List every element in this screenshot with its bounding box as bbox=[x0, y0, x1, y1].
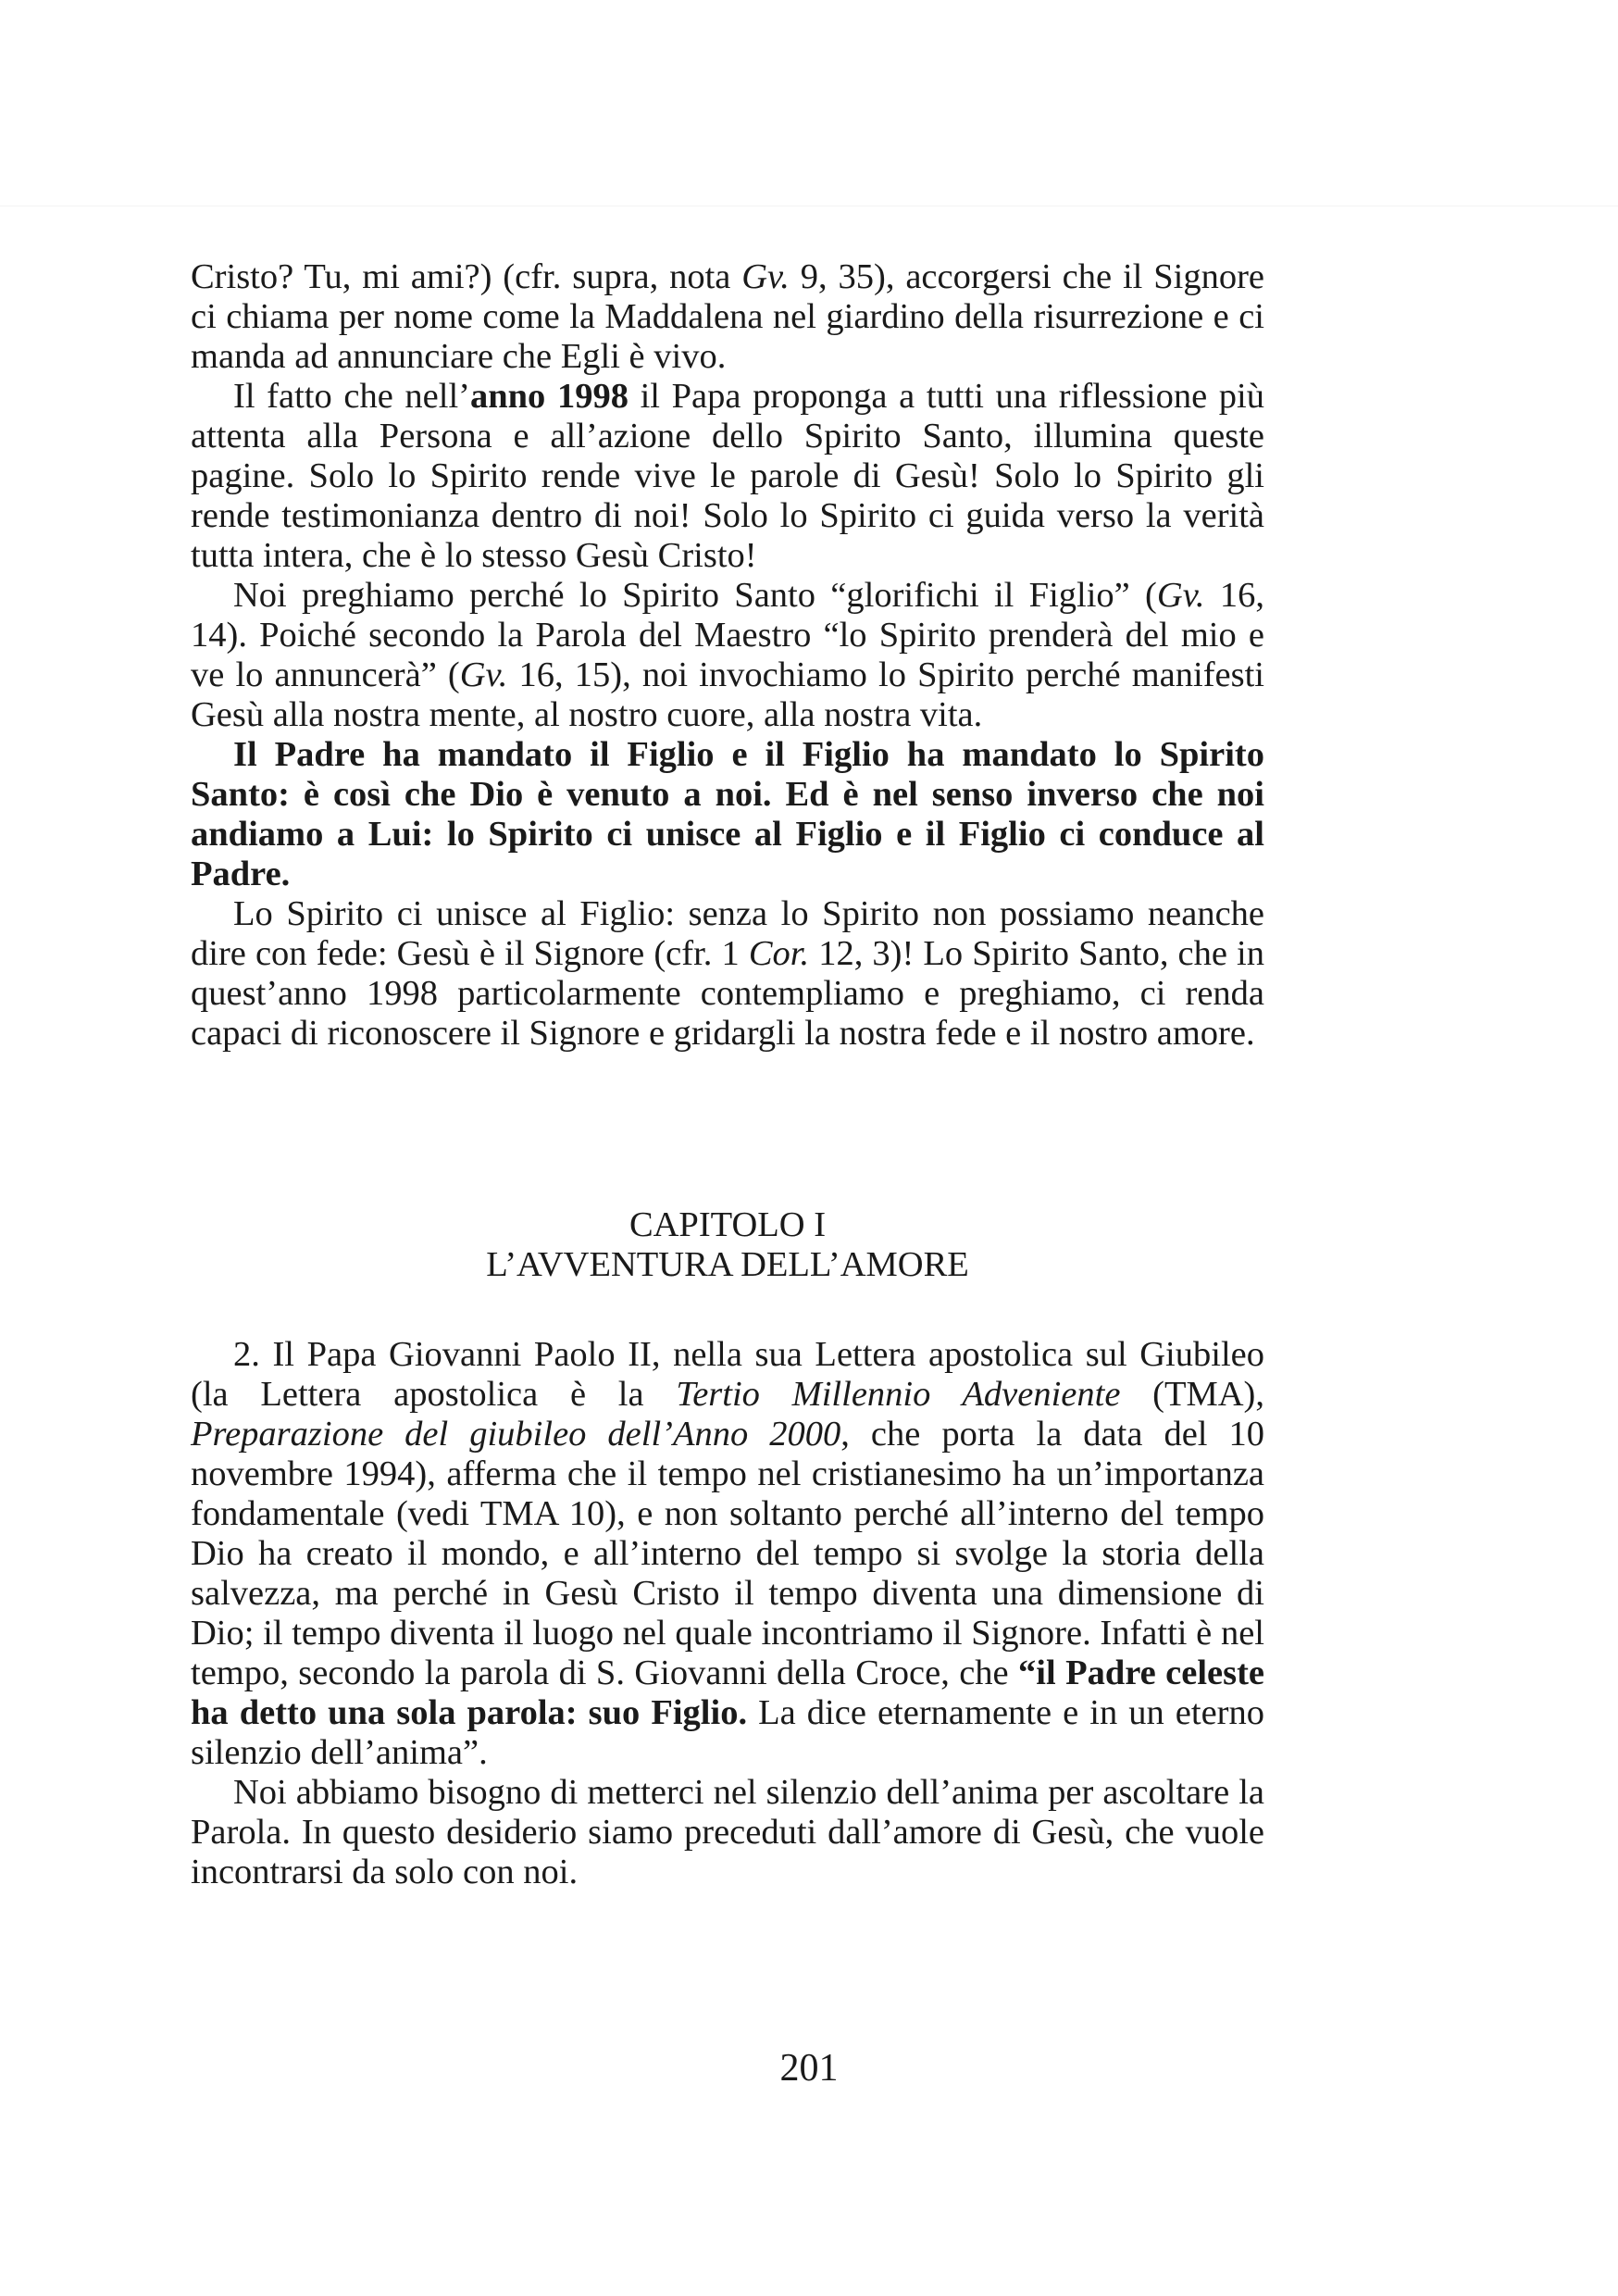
body-text-lower bbox=[191, 1335, 1264, 1892]
paragraph-6: 2. Il Papa Giovanni Paolo II, nella sua Lettera apostolica sul Giubileo (la Lettera apostolica è la Tertio Millennio Adveniente (TMA), Preparazione del giubileo dell’Anno 2000, che porta la data del 10 novembre 1994), afferma che il tempo nel cristianesimo ha un’importanza fondamentale (vedi TMA 10), e non soltanto perché all’interno del tempo Dio ha creato il mondo, e all’interno del tempo si svolge la storia della salvezza, ma perché in Gesù Cristo il tempo diventa una dimensione di Dio; il tempo diventa il luogo nel quale incontriamo il Signore. Infatti è nel tempo, secondo la parola di S. Giovanni della Croce, che “il Padre celeste ha detto una sola parola: suo Figlio. La dice eternamente e in un eterno silenzio dell’anima”. bbox=[191, 1335, 1264, 1772]
paragraph-7: Noi abbiamo bisogno di metterci nel silenzio dell’anima per ascoltare la Parola. In questo desiderio siamo preceduti dall’amore di Gesù, che vuole incontrarsi da solo con noi. bbox=[191, 1773, 1264, 1891]
body-text-upper bbox=[191, 257, 1264, 1054]
paragraph-1: Cristo? Tu, mi ami?) (cfr. supra, nota Gv. 9, 35), accorgersi che il Signore ci chiama per nome come la Maddalena nel giardino della risurrezione e ci manda ad annunciare che Egli è vivo. bbox=[191, 257, 1264, 376]
chapter-heading bbox=[191, 1205, 1264, 1285]
paragraph-3: Noi preghiamo perché lo Spirito Santo “glorifichi il Figlio” (Gv. 16, 14). Poiché secondo la Parola del Maestro “lo Spirito prenderà del mio e ve lo annuncerà” (Gv. 16, 15), noi invochiamo lo Spirito perché manifesti Gesù alla nostra mente, al nostro cuore, alla nostra vita. bbox=[191, 576, 1265, 734]
paragraph-4-bold: Il Padre ha mandato il Figlio e il Figlio ha mandato lo Spirito Santo: è così che Dio è venuto a noi. Ed è nel senso inverso che noi andiamo a Lui: lo Spirito ci unisce al Figlio e il Figlio ci conduce al Padre. bbox=[191, 735, 1264, 893]
chapter-title: L’AVVENTURA DELL’AMORE bbox=[486, 1245, 969, 1284]
paragraph-2: Il fatto che nell’anno 1998 il Papa proponga a tutti una riflessione più attenta alla Persona e all’azione dello Spirito Santo, illumina queste pagine. Solo lo Spirito rende vive le parole di Gesù! Solo lo Spirito gli rende testimonianza dentro di noi! Solo lo Spirito ci guida verso la verità tutta intera, che è lo stesso Gesù Cristo! bbox=[191, 377, 1264, 575]
chapter-number: CAPITOLO I bbox=[629, 1205, 827, 1244]
paragraph-5: Lo Spirito ci unisce al Figlio: senza lo Spirito non possiamo neanche dire con fede: Gesù è il Signore (cfr. 1 Cor. 12, 3)! Lo Spirito Santo, che in quest’anno 1998 particolarmente contempliamo e preghiamo, ci renda capaci di riconoscere il Signore e gridargli la nostra fede e il nostro amore. bbox=[191, 894, 1264, 1053]
page-number: 201 bbox=[779, 2047, 839, 2090]
